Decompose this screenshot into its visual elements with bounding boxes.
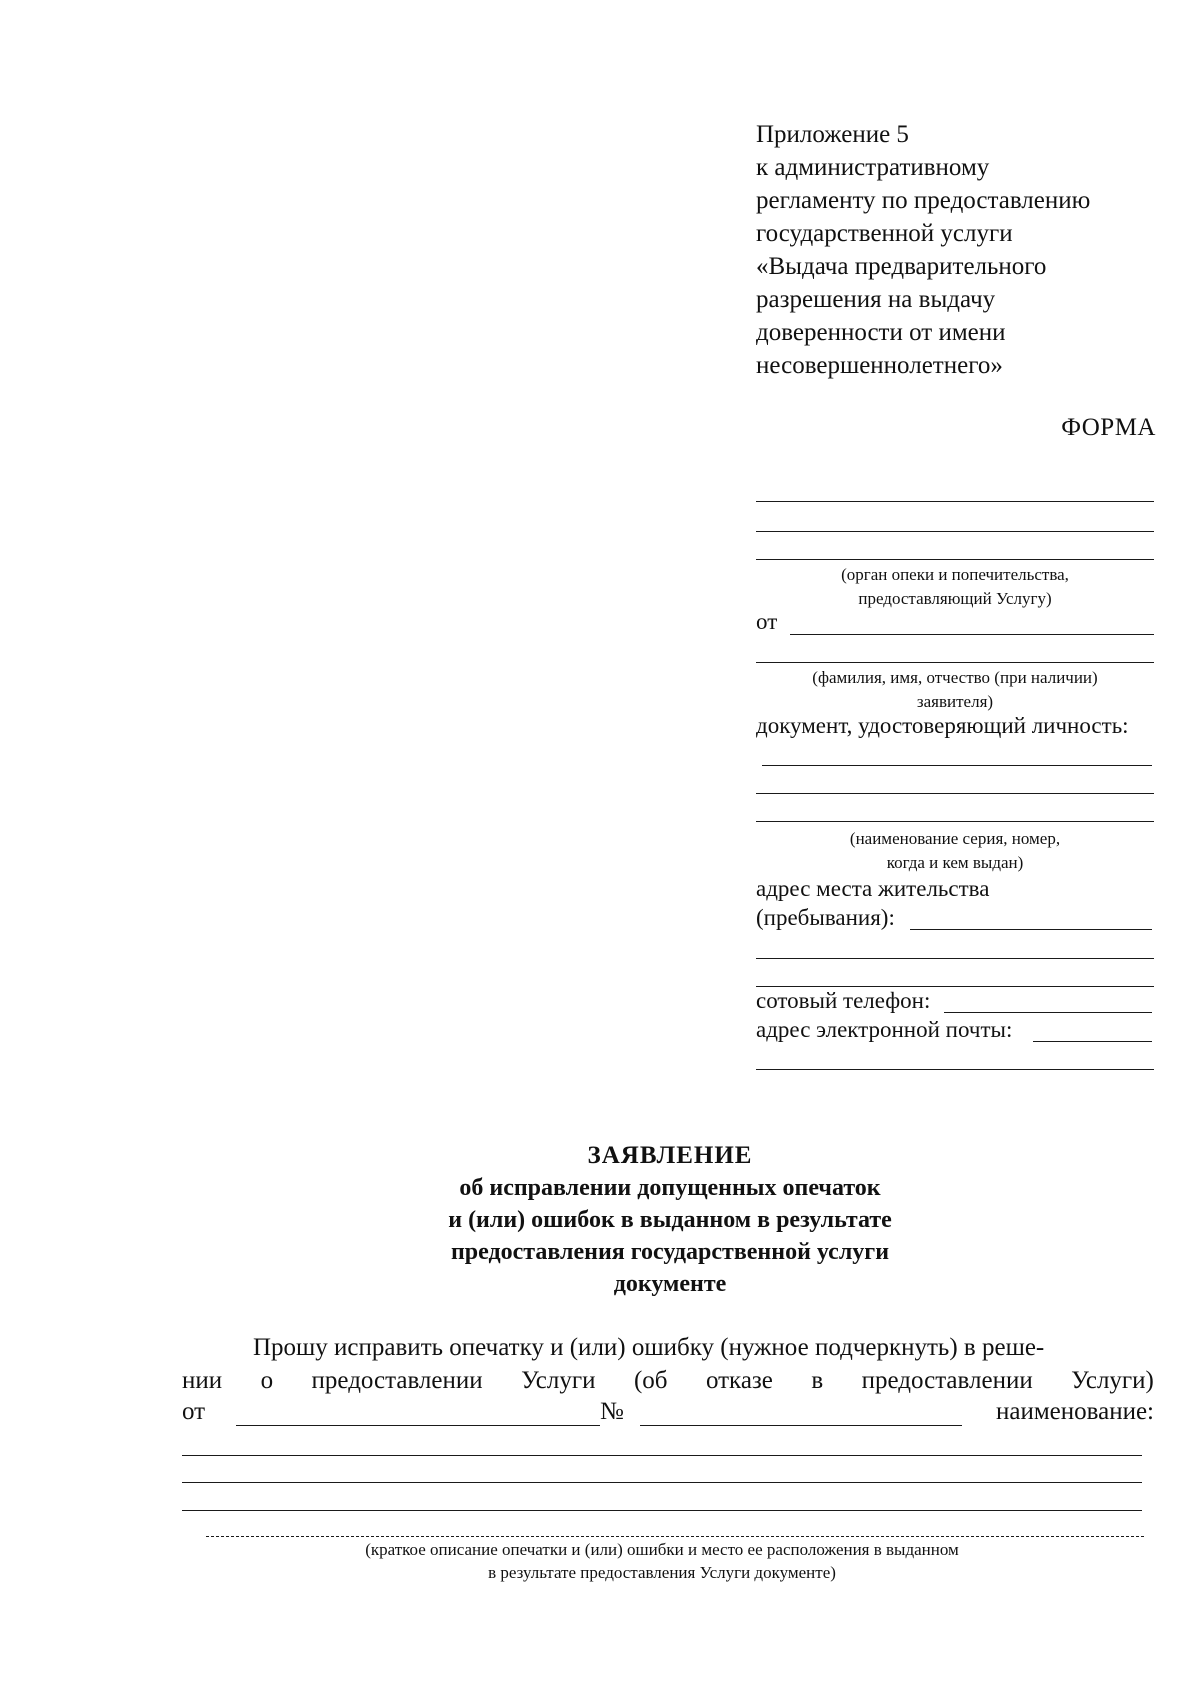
description-line[interactable] [182, 1510, 1142, 1511]
id-document-line[interactable] [756, 821, 1154, 822]
authority-line[interactable] [756, 531, 1154, 532]
address-line[interactable] [756, 986, 1154, 987]
applicant-name-line[interactable] [756, 662, 1154, 663]
from-label: от [756, 609, 778, 634]
id-document-line[interactable] [762, 765, 1152, 766]
id-document-line[interactable] [756, 793, 1154, 794]
decision-date-line[interactable] [236, 1425, 600, 1426]
name-caption: (фамилия, имя, отчество (при наличии) заявителя) [812, 668, 1098, 711]
address-label: адрес места жительства [756, 876, 990, 901]
email-line[interactable] [1033, 1041, 1152, 1042]
phone-label: сотовый телефон: [756, 988, 931, 1013]
id-document-label: документ, удостоверяющий личность: [756, 713, 1129, 738]
document-name-label: наименование: [995, 1398, 1154, 1425]
description-line[interactable] [182, 1455, 1142, 1456]
application-title [0, 1140, 1200, 1300]
request-text-line2: нии о предоставлении Услуги (об отказе в предоставлении Услуги) [182, 1367, 1154, 1394]
header-line: к административному [756, 154, 990, 181]
description-line[interactable] [182, 1482, 1142, 1483]
header-line: регламенту по предоставлению [756, 187, 1091, 214]
authority-line[interactable] [756, 559, 1154, 560]
phone-line[interactable] [944, 1012, 1152, 1013]
header-line: государственной услуги [756, 220, 1013, 247]
description-line[interactable] [206, 1536, 1144, 1537]
address-label-cont: (пребывания): [756, 905, 895, 930]
decision-number-line[interactable] [640, 1425, 962, 1426]
applicant-name-line[interactable] [790, 634, 1154, 635]
decision-number-label: № [600, 1398, 624, 1425]
header-line: доверенности от имени [756, 319, 1006, 346]
title-line: и (или) ошибок в выданном в результате [448, 1207, 892, 1233]
description-caption: (краткое описание опечатки и (или) ошибки и место ее расположения в выданном в результате предоставления Услуги документе) [365, 1540, 959, 1582]
title-main: ЗАЯВЛЕНИЕ [587, 1142, 753, 1169]
address-line[interactable] [756, 958, 1154, 959]
appendix-header [756, 118, 1156, 382]
request-text-line1: Прошу исправить опечатку и (или) ошибку (нужное подчеркнуть) в реше- [253, 1334, 1045, 1361]
address-line[interactable] [910, 929, 1152, 930]
email-label: адрес электронной почты: [756, 1017, 1013, 1042]
header-line: несовершеннолетнего» [756, 352, 1003, 379]
title-line: предоставления государственной услуги [450, 1239, 890, 1265]
decision-date-label: от [182, 1398, 206, 1425]
email-line[interactable] [756, 1069, 1154, 1070]
title-line: об исправлении допущенных опечаток [459, 1175, 881, 1201]
title-line: документе [613, 1271, 727, 1297]
header-line: «Выдача предварительного [756, 253, 1047, 280]
header-line: разрешения на выдачу [756, 286, 996, 313]
form-label: ФОРМА [1061, 414, 1156, 441]
id-document-caption: (наименование серия, номер, когда и кем выдан) [849, 829, 1061, 872]
header-line: Приложение 5 [756, 121, 909, 148]
authority-line[interactable] [756, 501, 1154, 502]
authority-caption: (орган опеки и попечительства, предоставляющий Услугу) [841, 565, 1069, 608]
